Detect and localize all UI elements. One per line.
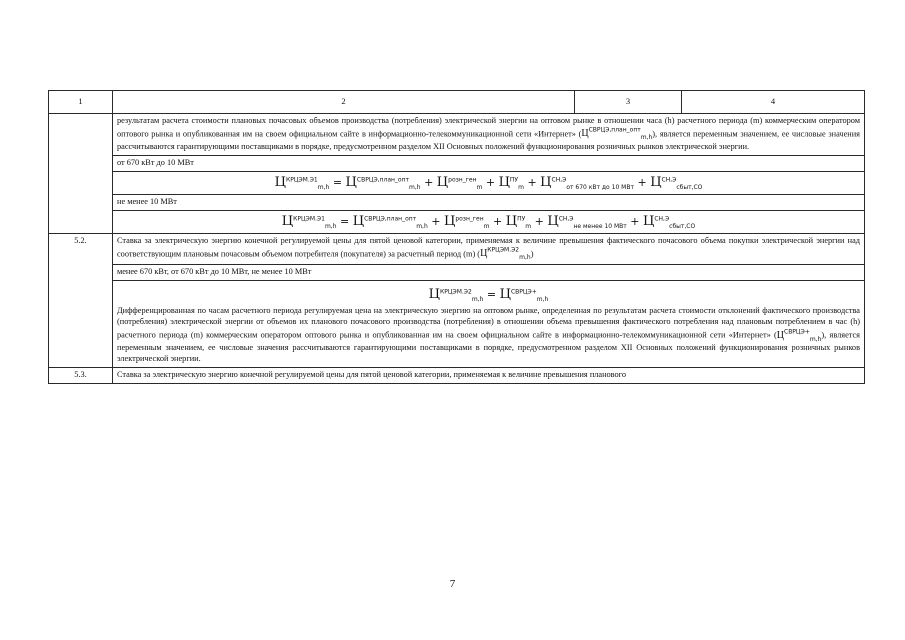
formula-sup: розн_ген <box>448 176 477 184</box>
formula-sub: m <box>483 223 490 231</box>
table-row <box>49 114 865 156</box>
formula-sub: m,h <box>317 184 330 192</box>
formula-sub: m,h <box>809 335 822 343</box>
formula-symbol: Ц <box>499 287 511 303</box>
formula-sup: КРЦЭМ.Э2 <box>440 288 472 296</box>
formula-sup: СН,Э <box>558 215 574 223</box>
table-row <box>49 368 865 384</box>
formula-range-2 <box>113 211 865 234</box>
formula-sub: от 670 кВт до 10 МВт <box>566 184 634 192</box>
continuation-text-a: результатам расчета стоимости плановых почасовых объемов производства (потребления) электрической энергии на оптовом рынке в отношении часа (h) расчетного периода (m) коммерческим оператором оптового рынка и опубликованная им на своем официальном сайте в информационно-телекоммуникационной сети «Интернет» ( <box>117 116 860 139</box>
row-5-2-desc-a: Дифференцированная по часам расчетного периода регулируемая цена на электрическую энергию на оптовом рынке, определенная по результатам расчета стоимости отклонений фактического производства (потребления) электрической энергии от объемов их планового почасового производства (потребления) в отношении объема превышения фактического потребления над плановым потреблением в час (h) расчетного периода (m) коммерческим оператором оптового рынка и опубликованная им на своем официальном сайте в информационно-телекоммуникационной сети «Интернет» ( <box>117 306 860 340</box>
table-row <box>49 281 865 368</box>
header-col-2: 2 <box>113 91 575 114</box>
formula-symbol: Ц <box>443 214 456 230</box>
inline-formula-svrce-plan <box>581 126 653 142</box>
formula-sup: КРЦЭМ.Э1 <box>285 176 318 184</box>
formula-sup: КРЦЭМ.Э2 <box>487 247 520 255</box>
table-row <box>49 211 865 234</box>
formula-sup: СВРЦЭ+ <box>784 328 810 336</box>
formula-operator: = <box>486 288 497 302</box>
table-header-row <box>49 91 865 114</box>
formula-symbol: Ц <box>428 287 440 303</box>
formula-sub: сбыт,СО <box>676 184 703 192</box>
formula-operator: + <box>485 176 496 190</box>
formula-sup: СВРЦЭ,план_опт <box>356 176 410 184</box>
header-col-1: 1 <box>49 91 113 114</box>
inline-formula-svrce-plus <box>777 330 822 341</box>
formula-symbol: Ц <box>498 175 510 191</box>
range-label-5-2: менее 670 кВт, от 670 кВт до 10 МВт, не менее 10 МВт <box>113 265 865 281</box>
row-number-5-2: 5.2. <box>49 234 113 368</box>
table-row <box>49 234 865 265</box>
formula-operator: = <box>340 215 350 229</box>
formula-symbol: Ц <box>345 175 357 191</box>
formula-sub: m,h <box>416 223 428 231</box>
tariff-table <box>48 90 865 384</box>
row-number-cell-empty <box>49 114 113 234</box>
formula-symbol: Ц <box>274 175 286 191</box>
formula-sup: СН,Э <box>661 176 677 184</box>
formula-symbol: Ц <box>436 175 449 191</box>
formula-sub: сбыт,СО <box>669 223 696 231</box>
formula-operator: = <box>332 176 343 190</box>
continuation-description <box>113 114 865 156</box>
formula-operator: + <box>431 215 441 229</box>
formula-sub: не менее 10 МВт <box>573 223 627 231</box>
header-col-3: 3 <box>575 91 682 114</box>
formula-symbol: Ц <box>505 214 518 230</box>
formula-sup: СВРЦЭ,план_опт <box>364 215 417 223</box>
row-5-2-text: Ставка за электрическую энергию конечной регулируемой цены для пятой ценовой категории, применяемая к величине превышения фактического почасового объема покупки электрической энергии над соответствующим плановым почасовым объемом потребителя (покупателя) за расчетный период (m) ( <box>117 236 860 259</box>
page-number: 7 <box>449 578 456 590</box>
formula-symbol: Ц <box>480 248 488 260</box>
formula-symbol: Ц <box>643 214 655 230</box>
inline-formula-krcem-e2 <box>480 247 531 262</box>
table-row <box>49 156 865 172</box>
row-5-2-description <box>113 234 865 265</box>
formula-sup: СН,Э <box>654 215 670 223</box>
table-row <box>49 195 865 211</box>
row-5-2-formula-cell <box>113 281 865 368</box>
formula-symbol: Ц <box>547 214 559 230</box>
row-5-2-desc-b: ), является переменным значением, ее числовые значения рассчитываются гарантирующими поставщиками в порядке, предусмотренном разделом XII Основных положений функционирования розничных рынков электрической энергии. <box>117 330 860 364</box>
formula-sub: m,h <box>640 134 653 142</box>
formula-sub: m,h <box>536 296 549 304</box>
range-label-1: от 670 кВт до 10 МВт <box>113 156 865 172</box>
formula-sub: m <box>476 184 483 192</box>
formula-sup: розн_ген <box>455 215 484 223</box>
formula-sup: КРЦЭМ.Э1 <box>293 215 325 223</box>
formula-sup: СН,Э <box>551 176 567 184</box>
formula-operator: + <box>493 215 503 229</box>
formula-symbol: Ц <box>352 214 365 230</box>
formula-sub: m <box>518 184 524 192</box>
formula-operator: + <box>637 176 647 190</box>
formula-symbol: Ц <box>776 329 784 341</box>
formula-sub: m,h <box>324 223 337 231</box>
formula-sub: m <box>525 223 532 231</box>
row-number-5-3: 5.3. <box>49 368 113 384</box>
formula-symbol: Ц <box>540 175 552 191</box>
formula-sub: m,h <box>519 254 531 262</box>
header-col-4: 4 <box>682 91 865 114</box>
formula-sup: ПУ <box>517 215 526 223</box>
formula-symbol: Ц <box>650 175 662 191</box>
continuation-text-b: ), является переменным значением, ее числовые значения рассчитываются гарантирующими поставщиками в порядке, предусмотренном разделом XII Основных положений функционирования розничных рынков электрической энергии. <box>117 129 860 152</box>
formula-symbol: Ц <box>281 214 294 230</box>
row-5-3-description: Ставка за электрическую энергию конечной регулируемой цены для пятой ценовой категории, применяемая к величине превышения планового <box>113 368 865 384</box>
range-label-2: не менее 10 МВт <box>113 195 865 211</box>
formula-5-2 <box>117 283 860 306</box>
table-row <box>49 172 865 195</box>
table-row <box>49 265 865 281</box>
formula-sup: ПУ <box>509 176 519 184</box>
formula-sup: СВРЦЭ,план_опт <box>588 126 641 134</box>
formula-range-1 <box>113 172 865 195</box>
formula-sub: m,h <box>471 296 484 304</box>
formula-operator: + <box>527 176 537 190</box>
formula-sub: m,h <box>409 184 421 192</box>
formula-operator: + <box>534 215 544 229</box>
row-5-2-text-end: ) <box>530 249 534 259</box>
formula-operator: + <box>630 215 640 229</box>
formula-symbol: Ц <box>581 128 589 140</box>
formula-operator: + <box>424 176 434 190</box>
formula-sup: СВРЦЭ+ <box>510 288 537 296</box>
